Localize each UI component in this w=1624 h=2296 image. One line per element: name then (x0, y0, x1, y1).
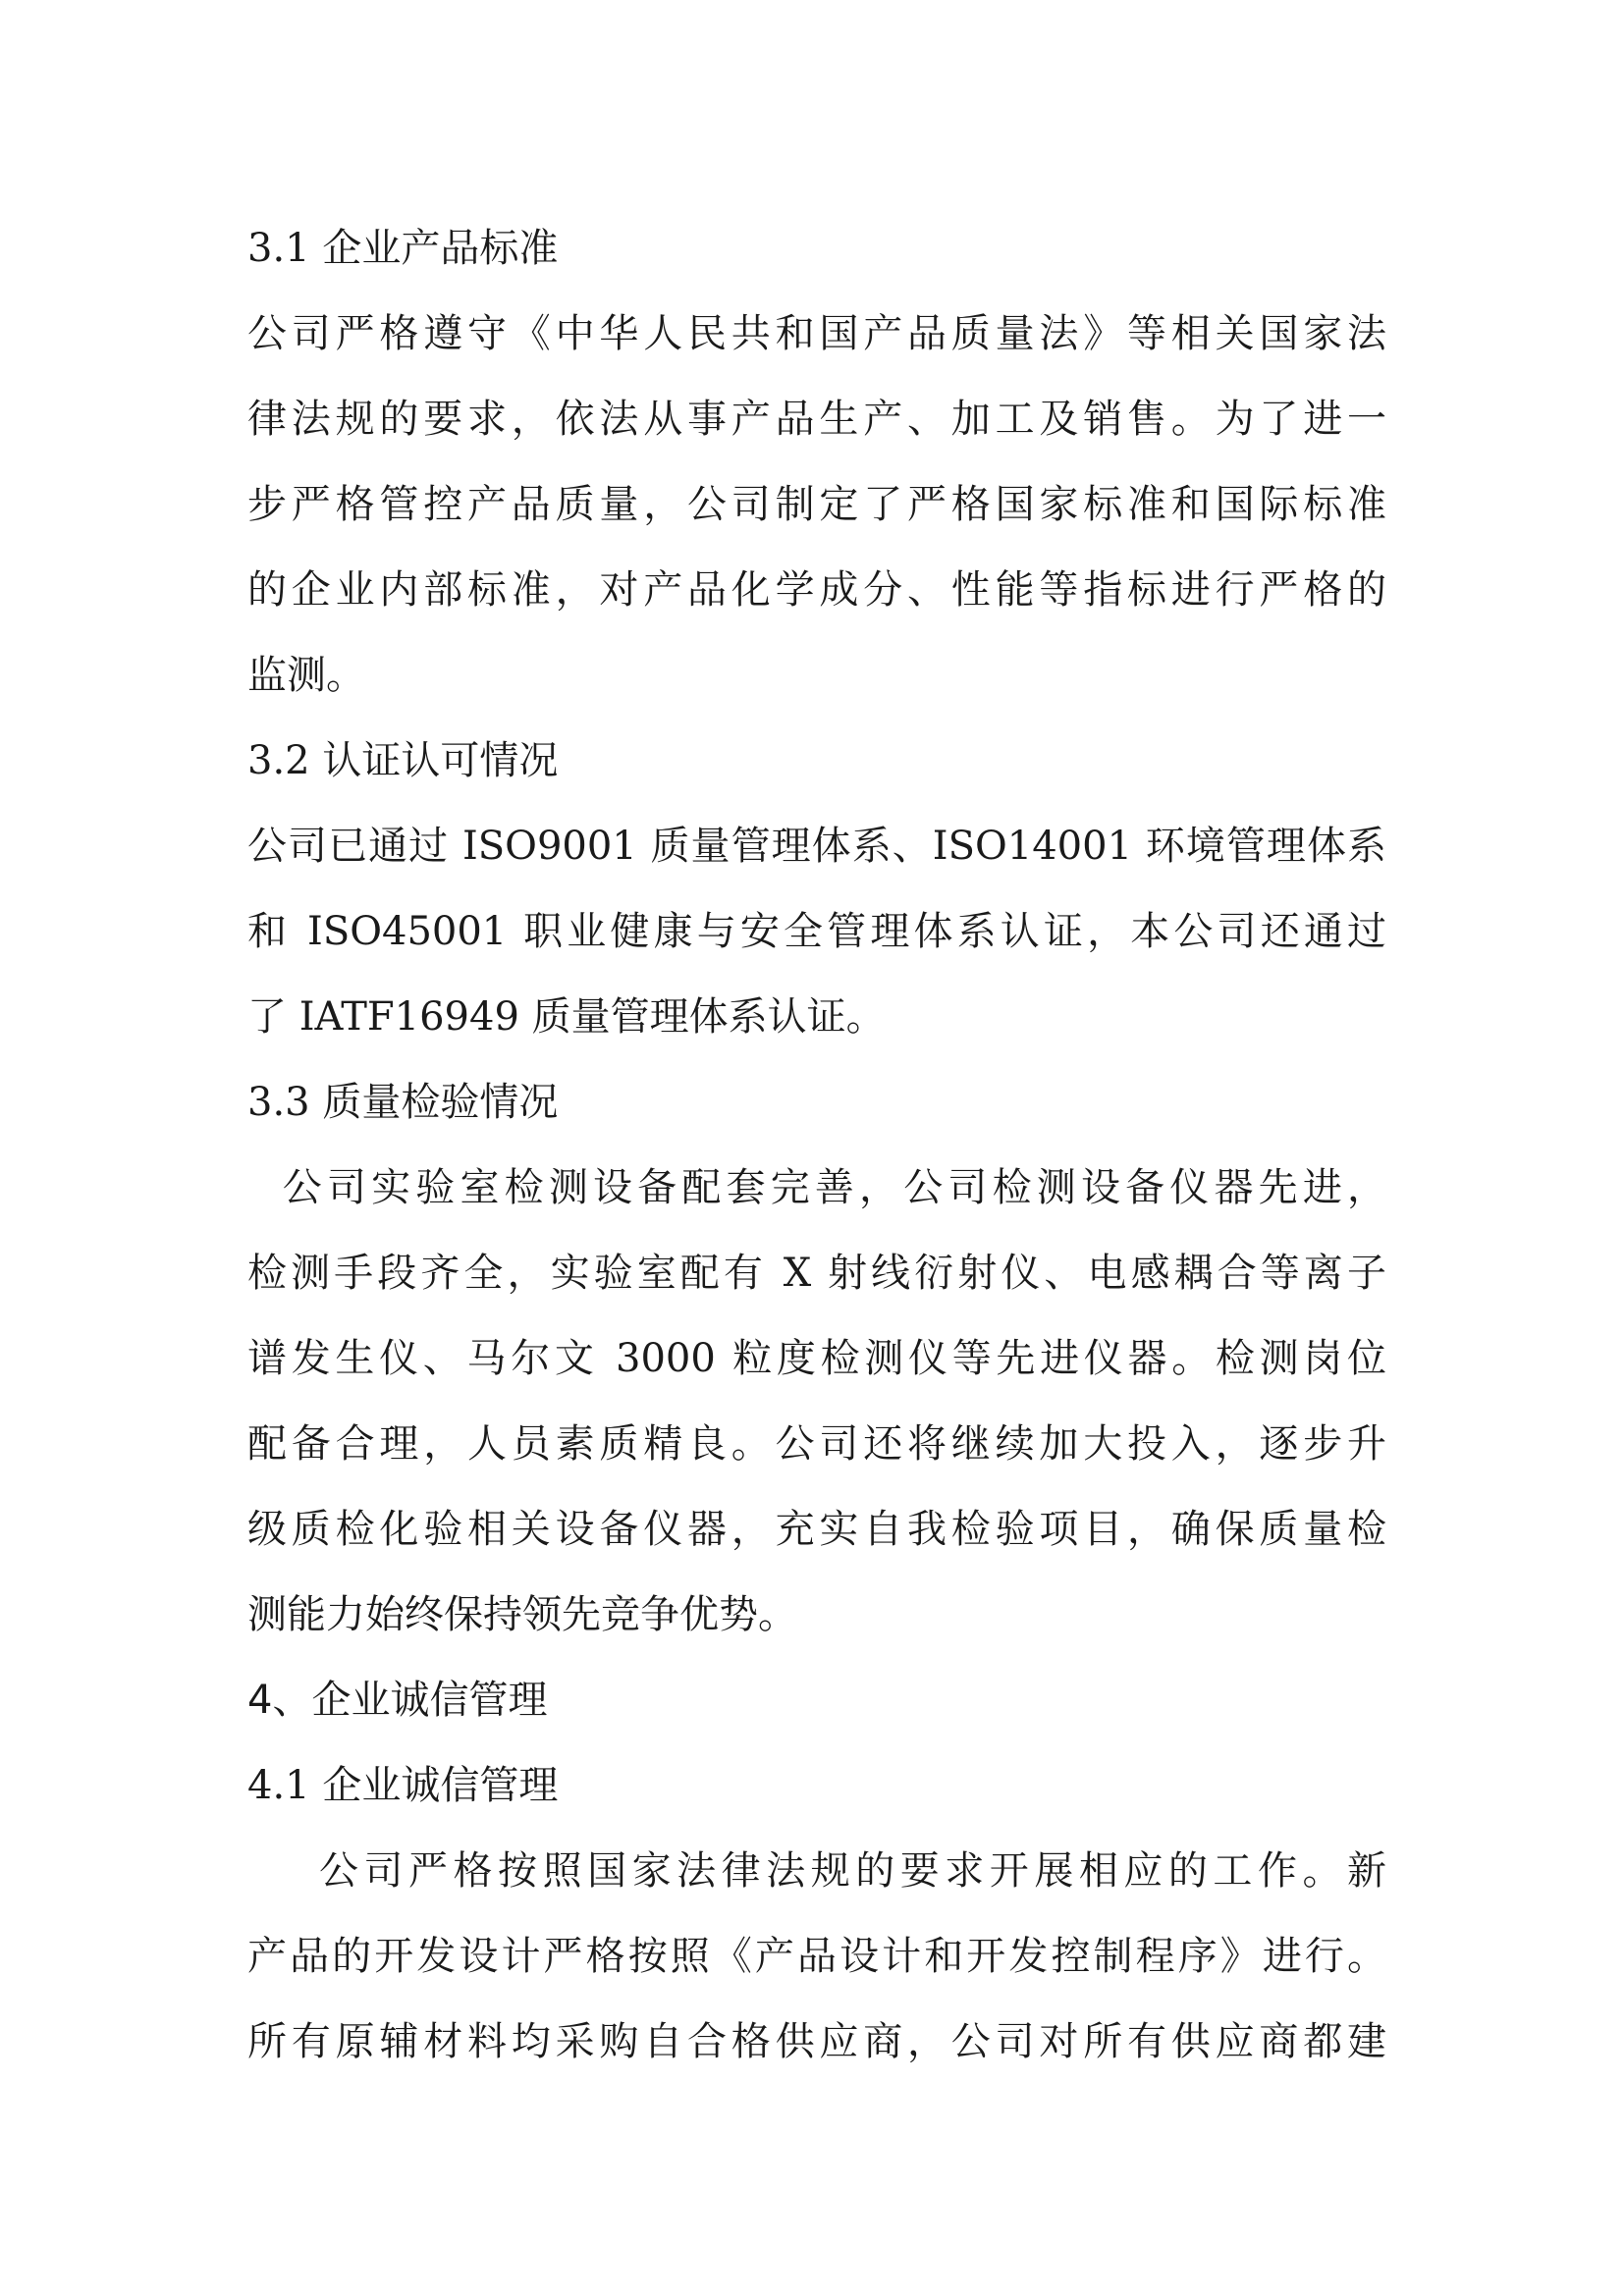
section-heading-4: 4、企业诚信管理 (247, 1678, 548, 1723)
section-heading-4-1: 4.1 企业诚信管理 (247, 1763, 559, 1808)
paragraph-line: 配备合理，人员素质精良。公司还将继续加大投入，逐步升 (247, 1421, 1386, 1467)
paragraph-line: 谱发生仪、马尔文 3000 粒度检测仪等先进仪器。检测岗位 (247, 1336, 1386, 1381)
section-heading-3-3: 3.3 质量检验情况 (247, 1080, 559, 1125)
paragraph-line: 步严格管控产品质量，公司制定了严格国家标准和国际标准 (247, 482, 1386, 527)
paragraph-line: 产品的开发设计严格按照《产品设计和开发控制程序》进行。 (247, 1934, 1386, 1979)
paragraph-line: 了 IATF16949 质量管理体系认证。 (247, 994, 886, 1040)
paragraph-line: 测能力始终保持领先竞争优势。 (247, 1592, 797, 1637)
paragraph-line: 级质检化验相关设备仪器，充实自我检验项目，确保质量检 (247, 1507, 1386, 1552)
paragraph-line: 检测手段齐全，实验室配有 X 射线衍射仪、电感耦合等离子 (247, 1251, 1386, 1296)
paragraph-line: 公司严格遵守《中华人民共和国产品质量法》等相关国家法 (247, 311, 1386, 356)
paragraph-line: 监测。 (247, 653, 365, 698)
paragraph-line: 律法规的要求，依法从事产品生产、加工及销售。为了进一 (247, 397, 1386, 442)
paragraph-line: 的企业内部标准，对产品化学成分、性能等指标进行严格的 (247, 567, 1386, 613)
paragraph-line: 所有原辅材料均采购自合格供应商，公司对所有供应商都建 (247, 2019, 1386, 2064)
paragraph-line: 公司已通过 ISO9001 质量管理体系、ISO14001 环境管理体系 (247, 824, 1386, 869)
paragraph-line: 公司严格按照国家法律法规的要求开展相应的工作。新 (247, 1848, 1386, 1894)
paragraph-line: 和 ISO45001 职业健康与安全管理体系认证，本公司还通过 (247, 909, 1386, 954)
section-heading-3-2: 3.2 认证认可情况 (247, 738, 559, 783)
paragraph-line: 公司实验室检测设备配套完善，公司检测设备仪器先进， (247, 1165, 1386, 1210)
document-page (247, 206, 1386, 2085)
section-heading-3-1: 3.1 企业产品标准 (247, 226, 559, 271)
